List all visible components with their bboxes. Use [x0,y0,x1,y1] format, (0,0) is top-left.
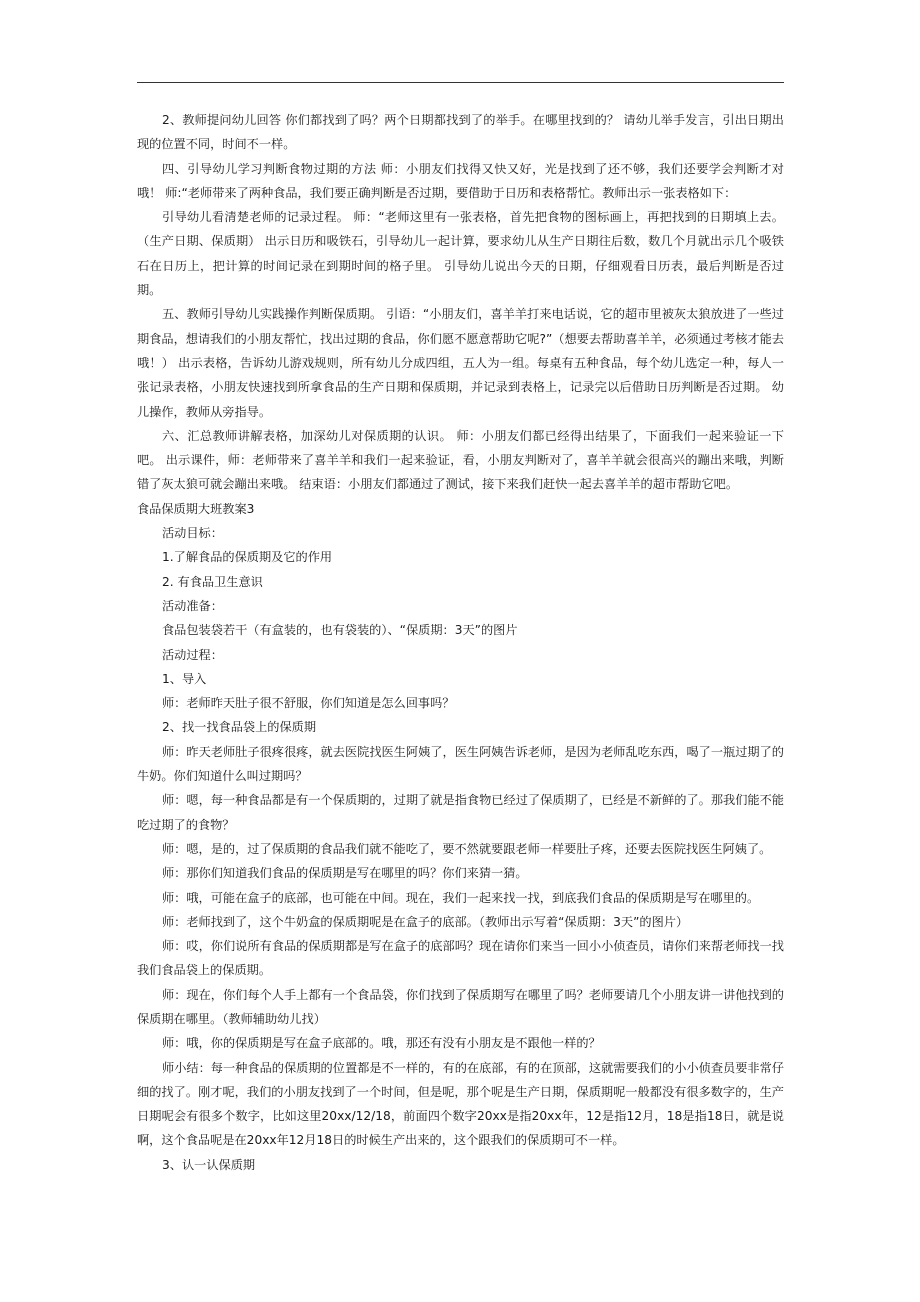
paragraph: 活动准备： [162,598,223,613]
header-rule [137,82,784,83]
paragraph: 2. 有食品卫生意识 [162,574,263,589]
paragraph: 师：老师找到了，这个牛奶盒的保质期呢是在盒子的底部。（教师出示写着“保质期：3天”的图片） [162,914,689,929]
paragraph: 食品保质期大班教案3 [137,501,255,516]
paragraph: 引导幼儿看清楚老师的记录过程。 师：“老师这里有一张表格，首先把食物的图标画上，再把找到的日期填上去。（生产日期、保质期） 出示日历和吸铁石，引导幼儿一起计算，要求幼儿从生产日期往后数，数几个月就出示几个吸铁石在日历上，把计算的时间记录在到期时间的格子里。 引导幼儿说出今天的日期，仔细观看日历表，最后判断是否过期。 [137,210,784,298]
paragraph: 五、教师引导幼儿实践操作判断保质期。 引语：“小朋友们，喜羊羊打来电话说，它的超市里被灰太狼放进了一些过期食品，想请我们的小朋友帮忙，找出过期的食品，你们愿不愿意帮助它呢?”（想要去帮助喜羊羊，必须通过考核才能去哦！） 出示表格，告诉幼儿游戏规则，所有幼儿分成四组，五人为一组。每桌有五种食品，每个幼儿选定一种，每人一张记录表格，小朋友快速找到所拿食品的生产日期和保质期，并记录到表格上，记录完以后借助日历判断是否过期。 幼儿操作，教师从旁指导。 [137,307,784,419]
paragraph: 四、引导幼儿学习判断食物过期的方法 师：小朋友们找得又快又好，光是找到了还不够，我们还要学会判断才对哦！ 师:“老师带来了两种食品，我们要正确判断是否过期，要借助于日历和表格帮忙。教师出示一张表格如下： [137,161,784,200]
paragraph: 2、找一找食品袋上的保质期 [162,720,317,735]
document-body [137,108,784,1177]
paragraph: 师：嗯，每一种食品都是有一个保质期的，过期了就是指食物已经过了保质期了，已经是不新鲜的了。那我们能不能吃过期了的食物？ [137,793,784,832]
paragraph: 师：昨天老师肚子很疼很疼，就去医院找医生阿姨了，医生阿姨告诉老师，是因为老师乱吃东西，喝了一瓶过期了的牛奶。你们知道什么叫过期吗？ [137,744,784,784]
paragraph: 师：那你们知道我们食品的保质期是写在哪里的吗？你们来猜一猜。 [162,866,528,881]
paragraph: 六、汇总教师讲解表格，加深幼儿对保质期的认识。 师：小朋友们都已经得出结果了，下面我们一起来验证一下吧。 出示课件，师：老师带来了喜羊羊和我们一起来验证，看，小朋友判断对了，喜羊羊就会很高兴的蹦出来哦，判断错了灰太狼可就会蹦出来哦。 结束语：小朋友们都通过了测试，接下来我们赶快一起去喜羊羊的超市帮助它吧。 [137,428,784,492]
paragraph: 师：哦，可能在盒子的底部，也可能在中间。现在，我们一起来找一找，到底我们食品的保质期是写在哪里的。 [162,890,760,905]
paragraph: 师：哎，你们说所有食品的保质期都是写在盒子的底部吗？现在请你们来当一回小小侦查员，请你们来帮老师找一找我们食品袋上的保质期。 [137,939,784,978]
paragraph: 师：现在，你们每个人手上都有一个食品袋，你们找到了保质期写在哪里了吗？老师要请几个小朋友讲一讲他找到的保质期在哪里。（教师辅助幼儿找） [137,987,784,1026]
paragraph: 1、导入 [162,671,207,686]
paragraph: 师：嗯，是的，过了保质期的食品我们就不能吃了，要不然就要跟老师一样要肚子疼，还要去医院找医生阿姨了。 [162,841,772,856]
paragraph: 2、教师提问幼儿回答 你们都找到了吗？两个日期都找到了的举手。在哪里找到的？ 请幼儿举手发言，引出日期出现的位置不同，时间不一样。 [137,113,784,152]
paragraph: 师：哦，你的保质期是写在盒子底部的。哦，那还有没有小朋友是不跟他一样的？ [162,1036,601,1051]
paragraph: 食品包装袋若干（有盒装的，也有袋装的）、“保质期：3天”的图片 [162,623,518,638]
paragraph: 3、认一认保质期 [162,1157,256,1172]
paragraph: 1.了解食品的保质期及它的作用 [162,550,333,565]
paragraph: 活动过程： [162,647,223,662]
paragraph: 师：老师昨天肚子很不舒服，你们知道是怎么回事吗？ [162,696,455,711]
paragraph: 活动目标： [162,526,223,541]
paragraph: 师小结：每一种食品的保质期的位置都是不一样的，有的在底部，有的在顶部，这就需要我们的小小侦查员要非常仔细的找了。刚才呢，我们的小朋友找到了一个时间，但是呢，那个呢是生产日期，保质期呢一般都没有很多数字的，生产日期呢会有很多个数字，比如这里20xx/12/18，前面四个数字20xx是指20xx年，12是指12月，18是指18日，就是说啊，这个食品呢是在20xx年12月18日的时候生产出来的，这个跟我们的保质期可不一样。 [137,1060,784,1148]
